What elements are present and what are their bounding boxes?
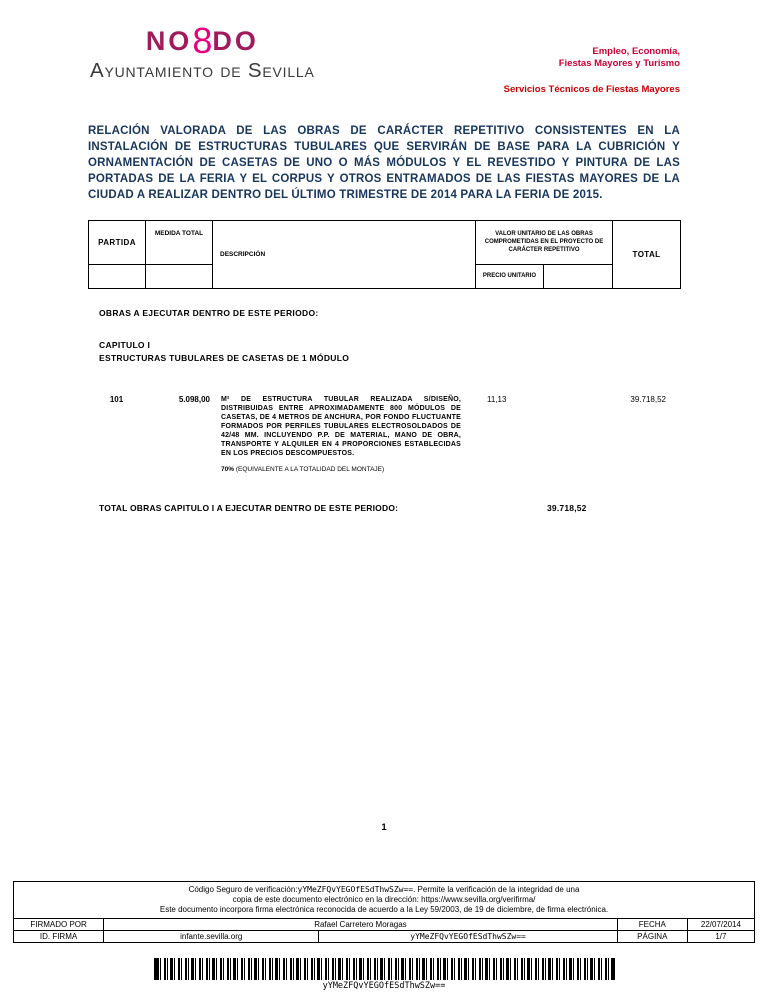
csv-line-1 (16, 885, 752, 895)
department-block (504, 46, 680, 96)
chapter-total-label: TOTAL OBRAS CAPITULO I A EJECUTAR DENTRO DE ESTE PERIODO: (99, 502, 399, 513)
city-brand (90, 20, 315, 83)
valuation-table (88, 220, 681, 289)
col-header-total: TOTAL (613, 220, 681, 288)
work-description: M² DE ESTRUCTURA TUBULAR REALIZADA S/DISEÑO, DISTRIBUIDAS ENTRE APROXIMADAMENTE 800 MÓDULOS DE CASETAS, DE 4 METROS DE ANCHURA, POR FONDO FLUCTUANTE FORMADOS POR PERFILES TUBULARES ELECTROSOLDADOS DE 42/48 MM. INCLUYENDO P.P. DE MATERIAL, MANO DE OBRA, TRANSPORTE Y ALQUILER EN 4 PROPORCIONES ESTABLECIDAS EN LOS PRECIOS DESCOMPUESTOS. (221, 395, 461, 457)
department-line-2: Fiestas Mayores y Turismo (558, 57, 680, 69)
id-firma-label: ID. FIRMA (14, 931, 104, 943)
period-works-heading: OBRAS A EJECUTAR DENTRO DE ESTE PERIODO: (99, 307, 319, 318)
signer-name: Rafael Carretero Moragas (104, 919, 618, 931)
id-firma-code: yYMeZFQvYEGOfESdThwSZw== (319, 931, 617, 943)
col-header-medida-total: MEDIDA TOTAL (146, 220, 213, 264)
csv-line-2: copia de este documento electrónico en la dirección: https://www.sevilla.org/verifirma/ (232, 895, 536, 904)
org-name: Ayuntamiento de Sevilla (90, 59, 315, 82)
barcode-text: yYMeZFQvYEGOfESdThwSZw== (322, 981, 446, 991)
chapter-total-value: 39.718,52 (547, 502, 587, 513)
work-note (221, 466, 461, 473)
chapter-total-line (88, 503, 680, 513)
page-header (0, 0, 768, 96)
id-firma-host: infante.sevilla.org (104, 931, 319, 943)
pagina-label: PÁGINA (617, 931, 687, 943)
cell-medida-total: 5.098,00 (178, 394, 210, 404)
table-row (88, 395, 680, 473)
logo-text-do: DO (212, 26, 259, 56)
note-percentage: 70% (221, 465, 235, 473)
signature-table (13, 881, 755, 943)
col-header-descripcion: DESCRIPCIÓN (213, 220, 476, 288)
col-header-partida: PARTIDA (89, 220, 146, 264)
col-header-precio-unitario: PRECIO UNITARIO (476, 264, 544, 288)
signature-footer (13, 881, 755, 991)
fecha-label: FECHA (617, 919, 687, 931)
csv-prefix: Código Seguro de verificación: (188, 885, 298, 894)
verification-code-cell (14, 882, 755, 919)
nodo-logo (90, 20, 315, 61)
firmado-por-label: FIRMADO POR (14, 919, 104, 931)
document-title: RELACIÓN VALORADA DE LAS OBRAS DE CARÁCTER REPETITIVO CONSISTENTES EN LA INSTALACIÓN DE ESTRUCTURAS TUBULARES QUE SERVIRÁN DE BASE PARA LA CUBRICIÓN Y ORNAMENTACIÓN DE CASETAS DE UNO O MÁS MÓDULOS Y EL REVESTIDO Y PINTURA DE LAS PORTADAS DE LA FERIA Y EL CORPUS Y OTROS ENTRAMADOS DE LAS FIESTAS MAYORES DE LA CIUDAD A REALIZAR DENTRO DEL ÚLTIMO TRIMESTRE DE 2014 PARA LA FERIA DE 2015. (88, 124, 680, 201)
empty-cell (89, 264, 146, 288)
fecha-value: 22/07/2014 (687, 919, 754, 931)
csv-suffix: . Permite la verificación de la integridad de una (413, 885, 580, 894)
page-number: 1 (381, 822, 387, 833)
service-name: Servicios Técnicos de Fiestas Mayores (503, 84, 680, 95)
cell-total: 39.718,52 (630, 394, 666, 404)
cell-precio-unitario: 11,13 (487, 394, 507, 404)
pagina-value: 1/7 (687, 931, 754, 943)
chapter-number: CAPITULO I (99, 339, 151, 350)
note-text: (EQUIVALENTE A LA TOTALIDAD DEL MONTAJE) (234, 465, 385, 473)
empty-cell (544, 264, 613, 288)
cell-partida: 101 (109, 394, 124, 404)
chapter-heading (88, 339, 680, 365)
csv-code: yYMeZFQvYEGOfESdThwSZw== (297, 885, 414, 894)
col-header-valor-unitario: VALOR UNITARIO DE LAS OBRAS COMPROMETIDAS EN EL PROYECTO DE CARÁCTER REPETITIVO (476, 220, 613, 264)
chapter-subtitle: ESTRUCTURAS TUBULARES DE CASETAS DE 1 MÓDULO (99, 352, 350, 363)
csv-line-3: Este documento incorpora firma electrónica reconocida de acuerdo a la Ley 59/2003, de 19 de diciembre, de firma electrónica. (159, 905, 609, 914)
cell-descripcion (212, 395, 475, 473)
logo-text-no: NO (145, 26, 193, 56)
department-line-1: Empleo, Economía, (592, 46, 680, 57)
barcode (154, 958, 615, 980)
logo-eight-icon: 8 (192, 20, 213, 61)
empty-cell (146, 264, 213, 288)
